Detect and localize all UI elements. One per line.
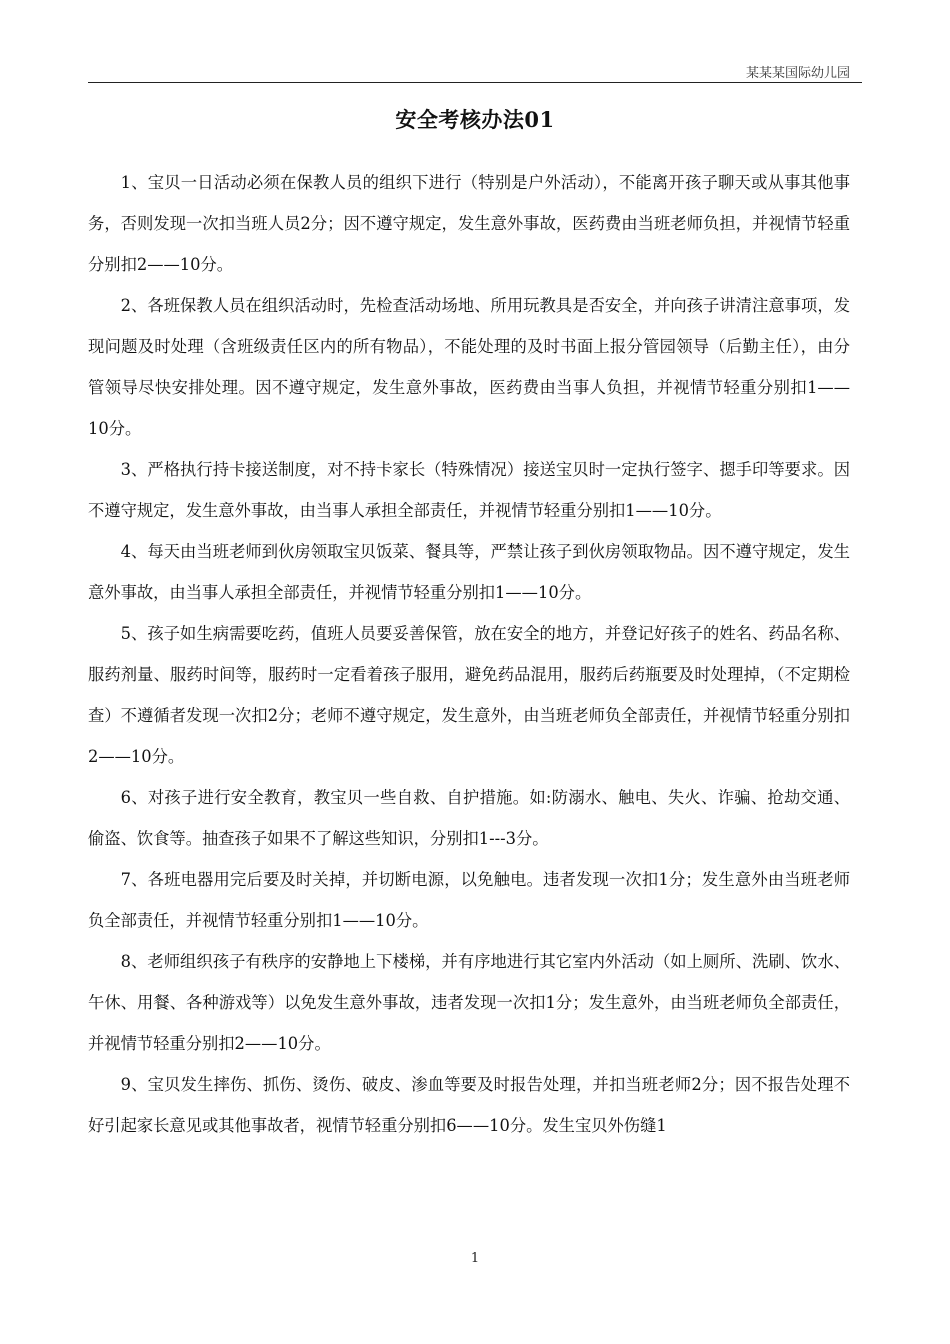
header-org-name: 某某某国际幼儿园: [745, 66, 850, 81]
paragraph: 6、对孩子进行安全教育，教宝贝一些自救、自护措施。如:防溺水、触电、失火、诈骗、抢劫交通、偷盗、饮食等。抽查孩子如果不了解这些知识，分别扣1---3分。: [88, 788, 850, 848]
document-body: [88, 162, 850, 1146]
paragraph: 5、孩子如生病需要吃药，值班人员要妥善保管，放在安全的地方，并登记好孩子的姓名、药品名称、服药剂量、服药时间等，服药时一定看着孩子服用，避免药品混用，服药后药瓶要及时处理掉，（不定期检查）不遵循者发现一次扣2分；老师不遵守规定，发生意外，由当班老师负全部责任，并视情节轻重分别扣2——10分。: [88, 624, 850, 766]
paragraph: 4、每天由当班老师到伙房领取宝贝饭菜、餐具等，严禁让孩子到伙房领取物品。因不遵守规定，发生意外事故，由当事人承担全部责任，并视情节轻重分别扣1——10分。: [88, 542, 850, 602]
page-number: 1: [470, 1251, 480, 1266]
document-title: 安全考核办法01: [395, 107, 555, 132]
paragraph: 3、严格执行持卡接送制度，对不持卡家长（特殊情况）接送宝贝时一定执行签字、摁手印等要求。因不遵守规定，发生意外事故，由当事人承担全部责任，并视情节轻重分别扣1——10分。: [88, 460, 850, 520]
paragraph: 2、各班保教人员在组织活动时，先检查活动场地、所用玩教具是否安全，并向孩子讲清注意事项，发现问题及时处理（含班级责任区内的所有物品），不能处理的及时书面上报分管园领导（后勤主任），由分管领导尽快安排处理。因不遵守规定，发生意外事故，医药费由当事人负担，并视情节轻重分别扣1——10分。: [88, 296, 850, 438]
paragraph: 1、宝贝一日活动必须在保教人员的组织下进行（特别是户外活动），不能离开孩子聊天或从事其他事务，否则发现一次扣当班人员2分；因不遵守规定，发生意外事故，医药费由当班老师负担，并视情节轻重分别扣2——10分。: [88, 173, 850, 274]
header-divider: [88, 82, 862, 83]
paragraph: 9、宝贝发生摔伤、抓伤、烫伤、破皮、渗血等要及时报告处理，并扣当班老师2分；因不报告处理不好引起家长意见或其他事故者，视情节轻重分别扣6——10分。发生宝贝外伤缝1: [88, 1075, 850, 1135]
paragraph: 8、老师组织孩子有秩序的安静地上下楼梯，并有序地进行其它室内外活动（如上厕所、洗刷、饮水、午休、用餐、各种游戏等）以免发生意外事故，违者发现一次扣1分；发生意外，由当班老师负全部责任，并视情节轻重分别扣2——10分。: [88, 952, 850, 1053]
paragraph: 7、各班电器用完后要及时关掉，并切断电源，以免触电。违者发现一次扣1分；发生意外由当班老师负全部责任，并视情节轻重分别扣1——10分。: [88, 870, 850, 930]
